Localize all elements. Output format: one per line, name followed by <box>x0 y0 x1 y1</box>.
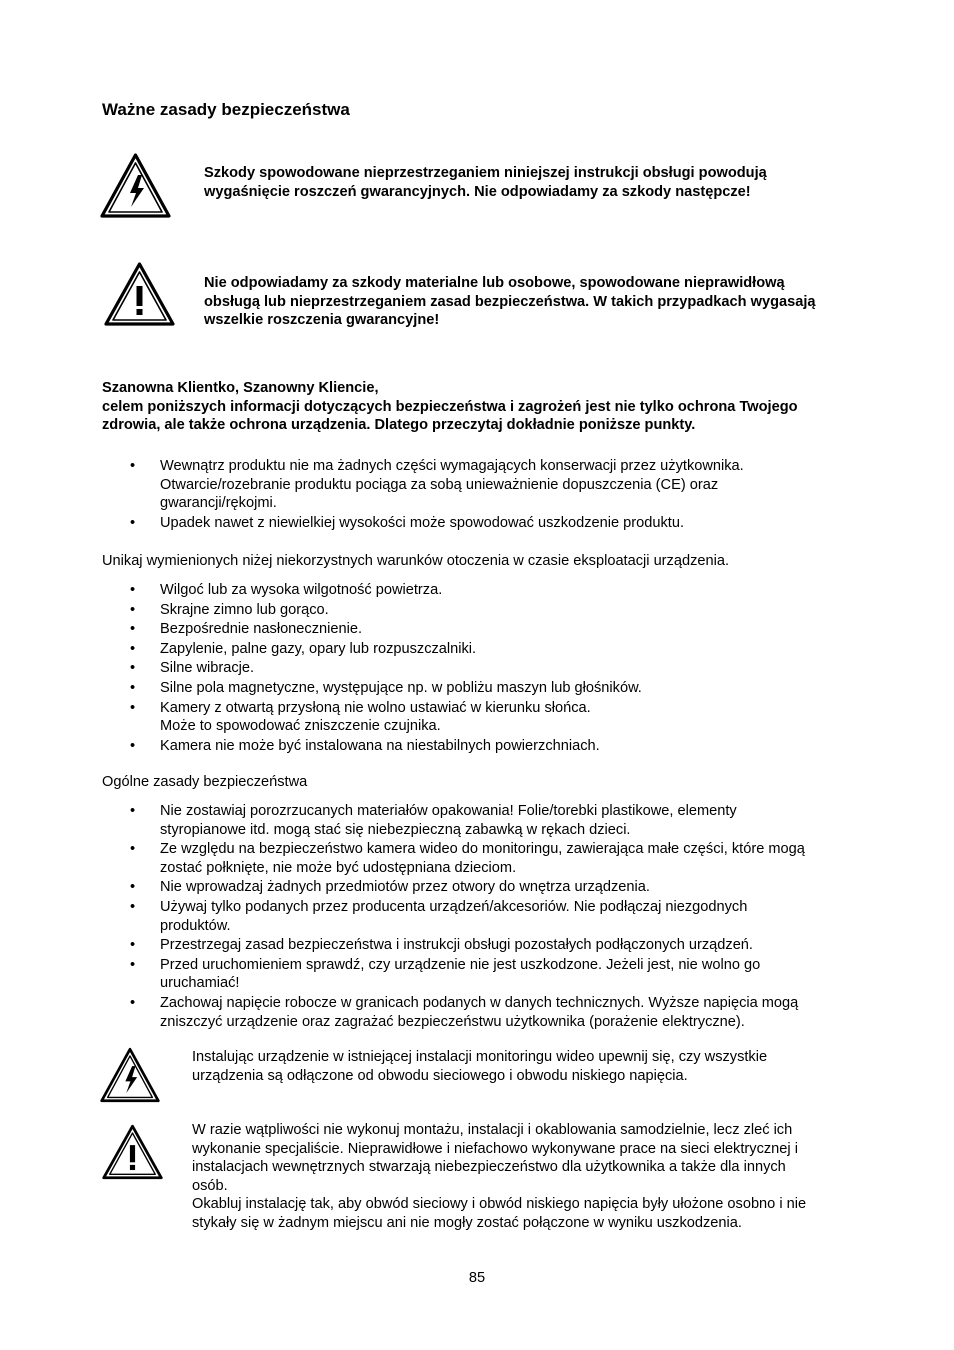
list-item-line: Kamera nie może być instalowana na niestabilnych powierzchniach. <box>160 737 600 754</box>
list-item-line: Otwarcie/rozebranie produktu pociąga za sobą unieważnienie dopuszczenia (CE) oraz <box>160 476 719 493</box>
list-item <box>102 936 882 955</box>
intro-line: celem poniższych informacji dotyczących bezpieczeństwa i zagrożeń jest nie tylko ochrona Twojego <box>102 398 798 415</box>
bullet-icon: • <box>130 679 136 696</box>
customer-intro <box>102 379 902 435</box>
warning-line: W razie wątpliwości nie wykonuj montażu, instalacji i okablowania samodzielnie, lecz zleć ich <box>192 1122 793 1138</box>
warning-line: obsługą lub nieprzestrzeganiem zasad bezpieczeństwa. W takich przypadkach wygasają <box>204 293 816 310</box>
exclamation-warning-icon <box>104 262 175 326</box>
list-item <box>102 802 882 839</box>
bullet-icon: • <box>130 514 136 531</box>
list-item <box>102 679 882 698</box>
exclamation-warning-icon <box>102 1124 163 1180</box>
warning-line: Nie odpowiadamy za szkody materialne lub osobowe, spowodowane nieprawidłową <box>204 275 785 291</box>
bullet-icon: • <box>130 898 136 915</box>
list-item <box>102 640 882 659</box>
intro-line: zdrowia, ale także ochrona urządzenia. Dlatego przeczytaj dokładnie poniższe punkty. <box>102 417 696 434</box>
list-item <box>102 898 882 935</box>
bullet-icon: • <box>130 601 136 618</box>
list-item-line: Może to spowodować zniszczenie czujnika. <box>160 718 441 735</box>
list-item-line: Ze względu na bezpieczeństwo kamera wideo do monitoringu, zawierająca małe części, które mogą <box>160 841 805 858</box>
list-item <box>102 840 882 877</box>
warning-line: wykonanie specjaliście. Nieprawidłowe i niefachowo wykonywane prace na sieci elektrycznej i <box>192 1140 798 1157</box>
list-item-line: zostać połknięte, nie może być udostępniana dzieciom. <box>160 859 517 876</box>
list-item-line: Nie zostawiaj porozrzucanych materiałów opakowania! Folie/torebki plastikowe, elementy <box>160 803 737 819</box>
warning-line: urządzenia są odłączone od obwodu sieciowego i obwodu niskiego napięcia. <box>192 1067 688 1084</box>
list-item-line: styropianowe itd. mogą stać się niebezpieczną zabawką w rękach dzieci. <box>160 821 631 838</box>
bullet-icon: • <box>130 994 136 1011</box>
warning-line: osób. <box>192 1177 228 1194</box>
bullet-icon: • <box>130 879 136 896</box>
list-item-line: Zapylenie, palne gazy, opary lub rozpuszczalniki. <box>160 640 477 657</box>
list-item-line: Przestrzegaj zasad bezpieczeństwa i instrukcji obsługi pozostałych podłączonych urządzeń. <box>160 937 753 954</box>
list-item <box>102 601 882 620</box>
list-item-line: Bezpośrednie nasłonecznienie. <box>160 621 363 638</box>
bullet-icon: • <box>130 803 136 819</box>
bullet-icon: • <box>130 621 136 638</box>
bullet-icon: • <box>130 660 136 677</box>
general-safety-list <box>102 802 882 1032</box>
warning-text-disconnect <box>192 1048 902 1085</box>
warning-text-specialist <box>192 1121 902 1233</box>
list-item-line: Silne pola magnetyczne, występujące np. w pobliżu maszyn lub głośników. <box>160 679 642 696</box>
bullet-icon: • <box>130 640 136 657</box>
warning-line: Instalując urządzenie w istniejącej instalacji monitoringu wideo upewnij się, czy wszystkie <box>192 1049 768 1065</box>
intro-line: Szanowna Klientko, Szanowny Kliencie, <box>102 380 379 396</box>
list-item <box>102 737 882 756</box>
list-item-line: Silne wibracje. <box>160 660 255 677</box>
list-item-line: Wilgoć lub za wysoka wilgotność powietrza. <box>160 582 443 598</box>
list-item-line: Upadek nawet z niewielkiej wysokości może spowodować uszkodzenie produktu. <box>160 514 685 531</box>
list-item <box>102 956 882 993</box>
list-item-line: Kamery z otwartą przysłoną nie wolno ustawiać w kierunku słońca. <box>160 699 591 716</box>
warning-line: Szkody spowodowane nieprzestrzeganiem niniejszej instrukcji obsługi powodują <box>204 165 767 181</box>
list-item <box>102 994 882 1031</box>
list-item-line: uruchamiać! <box>160 975 240 992</box>
list-item <box>102 659 882 678</box>
bullet-icon: • <box>130 937 136 954</box>
bullet-icon: • <box>130 737 136 754</box>
high-voltage-warning-icon <box>100 153 171 218</box>
list-item <box>102 581 882 600</box>
high-voltage-warning-icon <box>100 1047 160 1103</box>
list-item-line: Wewnątrz produktu nie ma żadnych części wymagających konserwacji przez użytkownika. <box>160 458 744 474</box>
general-safety-heading: Ogólne zasady bezpieczeństwa <box>102 774 308 790</box>
list-item-line: produktów. <box>160 917 231 934</box>
list-item <box>102 514 882 533</box>
page-number: 85 <box>468 1270 486 1286</box>
warning-text-liability <box>204 274 904 330</box>
warning-line: wszelkie roszczenia gwarancyjne! <box>204 312 440 329</box>
list-item-line: Nie wprowadzaj żadnych przedmiotów przez otwory do wnętrza urządzenia. <box>160 879 650 896</box>
list-item <box>102 699 882 736</box>
warning-line: wygaśnięcie roszczeń gwarancyjnych. Nie odpowiadamy za szkody następcze! <box>204 183 751 200</box>
list-item-line: Używaj tylko podanych przez producenta urządzeń/akcesoriów. Nie podłączaj niezgodnych <box>160 898 748 915</box>
warning-line: stykały się w żadnym miejscu ani nie mogły zostać połączone w wyniku uszkodzenia. <box>192 1214 742 1231</box>
bullet-icon: • <box>130 699 136 716</box>
list-item-line: gwarancji/rękojmi. <box>160 495 277 512</box>
warning-text-warranty <box>204 164 904 201</box>
list-item <box>102 620 882 639</box>
list-item-line: Zachowaj napięcie robocze w granicach podanych w danych technicznych. Wyższe napięcia mogą <box>160 994 799 1011</box>
list-item <box>102 457 882 513</box>
bullet-icon: • <box>130 956 136 973</box>
bullet-icon: • <box>130 582 136 598</box>
list-item-line: zniszczyć urządzenie oraz zagrażać bezpieczeństwu użytkownika (porażenie elektryczne). <box>160 1013 745 1030</box>
list-item-line: Skrajne zimno lub gorąco. <box>160 601 329 618</box>
environment-conditions-list <box>102 581 882 756</box>
conditions-intro: Unikaj wymienionych niżej niekorzystnych warunków otoczenia w czasie eksploatacji urządzenia. <box>102 553 730 569</box>
list-item <box>102 878 882 897</box>
bullet-icon: • <box>130 458 136 474</box>
warning-line: instalacjach wewnętrznych stwarzają niebezpieczeństwo dla użytkownika a także dla innych <box>192 1159 786 1176</box>
product-safety-list <box>102 457 882 533</box>
warning-line: Okabluj instalację tak, aby obwód sieciowy i obwód niskiego napięcia były ułożone osobno i nie <box>192 1196 807 1213</box>
list-item-line: Przed uruchomieniem sprawdź, czy urządzenie nie jest uszkodzone. Jeżeli jest, nie wolno go <box>160 956 761 973</box>
page-heading: Ważne zasady bezpieczeństwa <box>102 100 350 119</box>
bullet-icon: • <box>130 841 136 858</box>
